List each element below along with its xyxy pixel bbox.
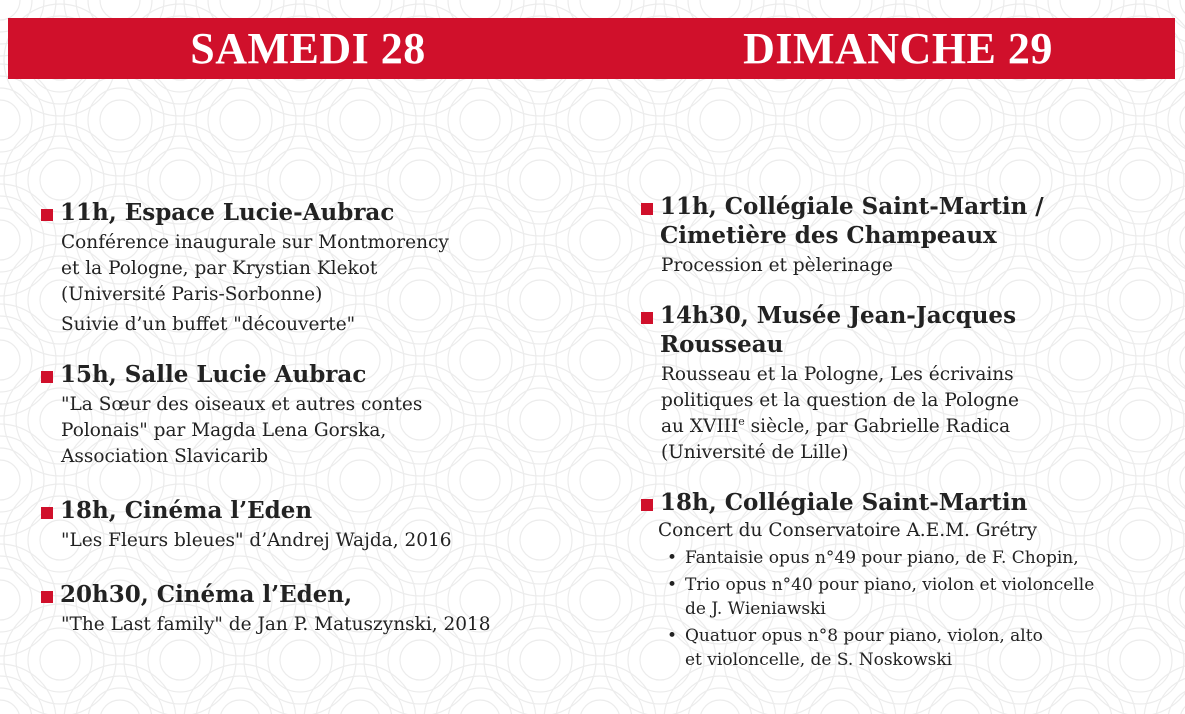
event-sun-14h30 (640, 301, 1180, 466)
event-sun-11h (640, 192, 1180, 279)
red-square-bullet-icon (641, 499, 653, 511)
list-item: • Fantaisie opus n°49 pour piano, de F. Chopin, (667, 548, 1079, 568)
event-sun-18h (640, 488, 1180, 672)
bullet-dot-icon: • (667, 548, 678, 568)
red-square-bullet-icon (641, 203, 653, 215)
red-square-bullet-icon (41, 371, 53, 383)
event-sat-15h (40, 360, 580, 470)
event-sat-20h30 (40, 580, 580, 638)
concert-subtitle: Concert du Conservatoire A.E.M. Grétry (658, 520, 1038, 541)
event-description: Rousseau et la Pologne, Les écrivains politiques et la question de la Pologne au XVIIIe siècle, par Gabrielle Radica (Université de Lille) (661, 364, 1019, 463)
red-square-bullet-icon (41, 591, 53, 603)
list-item: • Quatuor opus n°8 pour piano, violon, alto et violoncelle, de S. Noskowski (667, 626, 1043, 670)
red-square-bullet-icon (41, 209, 53, 221)
event-sat-18h (40, 496, 580, 554)
bullet-dot-icon: • (667, 626, 678, 646)
header-banner (8, 18, 1175, 79)
event-description: "Les Fleurs bleues" d’Andrej Wajda, 2016 (61, 530, 452, 551)
event-title: 15h, Salle Lucie Aubrac (40, 360, 580, 389)
saturday-column (40, 198, 580, 638)
event-title: 18h, Cinéma l’Eden (40, 496, 580, 525)
concert-program-list (667, 546, 1180, 672)
event-description: Procession et pèlerinage (661, 255, 893, 276)
event-title: 14h30, Musée Jean-Jacques Rousseau (640, 301, 1180, 359)
event-description: Conférence inaugurale sur Montmorency et la Pologne, par Krystian Klekot (Université Paris-Sorbonne) Suivie d’un buffet "découverte" (61, 230, 580, 338)
saturday-heading: SAMEDI 28 (190, 24, 426, 73)
event-extra-note: Suivie d’un buffet "découverte" (61, 314, 356, 335)
event-description: "La Sœur des oiseaux et autres contes Polonais" par Magda Lena Gorska, Association Slavicarib (61, 394, 423, 467)
sunday-column (640, 192, 1180, 675)
event-description: "The Last family" de Jan P. Matuszynski, 2018 (61, 614, 491, 635)
event-description (658, 518, 1180, 544)
bullet-dot-icon: • (667, 575, 678, 595)
event-sat-11h (40, 198, 580, 338)
sunday-heading: DIMANCHE 29 (743, 24, 1053, 73)
red-square-bullet-icon (641, 312, 653, 324)
event-title: 11h, Collégiale Saint-Martin / Cimetière des Champeaux (640, 192, 1180, 250)
event-title: 18h, Collégiale Saint-Martin (640, 488, 1180, 517)
event-title: 11h, Espace Lucie-Aubrac (40, 198, 580, 227)
event-title: 20h30, Cinéma l’Eden, (40, 580, 580, 609)
list-item: • Trio opus n°40 pour piano, violon et violoncelle de J. Wieniawski (667, 575, 1095, 619)
red-square-bullet-icon (41, 507, 53, 519)
